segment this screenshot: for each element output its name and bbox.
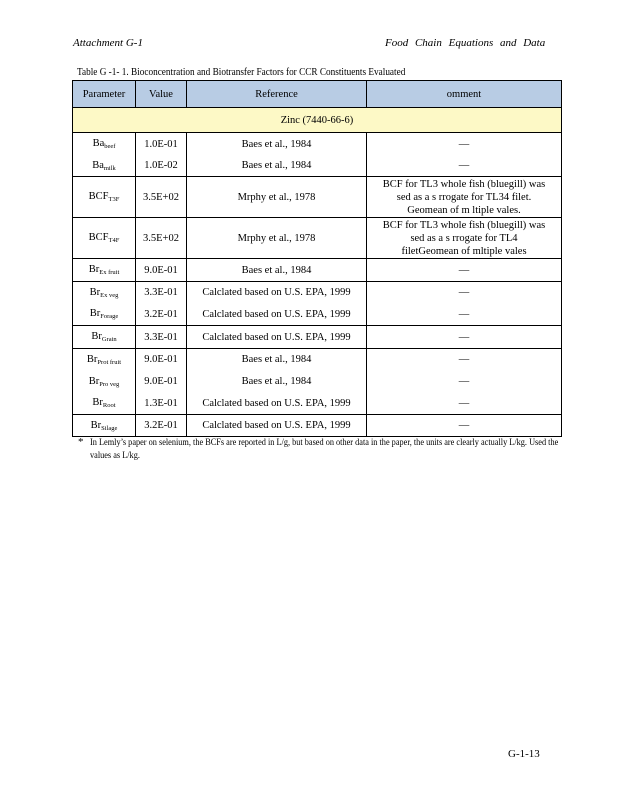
- footnote-marker: *: [78, 436, 84, 448]
- param-subscript: Root: [102, 402, 116, 410]
- col-header-value: Value: [136, 81, 187, 108]
- table-row: [73, 177, 562, 218]
- value-cell: 3.5E+02: [136, 218, 187, 259]
- comment-cell: —: [367, 259, 562, 282]
- reference-cell: Baes et al., 1984: [187, 133, 367, 156]
- comment-cell: —: [367, 304, 562, 326]
- value-cell: 1.0E-02: [136, 156, 187, 177]
- param-name: Br: [86, 353, 98, 365]
- param-cell: [73, 177, 136, 218]
- table-caption: Table G -1- 1. Bioconcentration and Biotransfer Factors for CCR Constituents Evaluated: [77, 67, 406, 78]
- table-row: [73, 349, 562, 371]
- param-subscript: T3F: [108, 196, 120, 203]
- param-cell: [73, 218, 136, 259]
- section-title: Zinc (7440-66-6): [73, 108, 562, 133]
- col-header-comment: omment: [367, 81, 562, 108]
- table-row: [73, 326, 562, 349]
- section-row: [73, 108, 562, 133]
- table-row: [73, 415, 562, 437]
- comment-cell: —: [367, 349, 562, 371]
- value-cell: 9.0E-01: [136, 259, 187, 282]
- param-name: Br: [89, 308, 101, 320]
- footnote: [78, 436, 558, 462]
- comment-cell: —: [367, 156, 562, 177]
- param-subscript: beef: [104, 143, 116, 151]
- bcf-table: [72, 80, 562, 437]
- param-subscript: milk: [103, 164, 116, 172]
- param-subscript: Grain: [101, 336, 117, 343]
- footnote-text: In Lemly’s paper on selenium, the BCFs are reported in L/g, but based on other data in the paper, the units are clearly actually L/kg. Used the values as L/kg.: [90, 437, 559, 460]
- comment-cell: [367, 218, 562, 259]
- param-name: Br: [90, 419, 102, 431]
- param-cell: [73, 326, 136, 349]
- comment-cell: —: [367, 371, 562, 393]
- reference-cell: Mrphy et al., 1978: [187, 218, 367, 259]
- param-cell: [73, 371, 136, 393]
- param-subscript: Ex fruit: [99, 269, 120, 276]
- reference-cell: Baes et al., 1984: [187, 156, 367, 177]
- comment-cell: —: [367, 393, 562, 415]
- reference-cell: Calclated based on U.S. EPA, 1999: [187, 304, 367, 326]
- param-name: BCF: [88, 191, 109, 202]
- param-subscript: T4F: [108, 237, 120, 244]
- table-row: [73, 304, 562, 326]
- param-cell: [73, 393, 136, 415]
- param-cell: [73, 156, 136, 177]
- comment-line: BCF for TL3 whole fish (bluegill) was: [382, 219, 546, 231]
- param-subscript: Prot fruit: [97, 358, 122, 366]
- param-cell: [73, 349, 136, 371]
- table-row: [73, 393, 562, 415]
- page-number: G-1-13: [508, 748, 540, 760]
- value-cell: 3.3E-01: [136, 326, 187, 349]
- comment-cell: —: [367, 133, 562, 156]
- param-name: Ba: [92, 159, 104, 171]
- param-cell: [73, 415, 136, 437]
- comment-line: filetGeomean of mltiple vales: [401, 245, 527, 257]
- table-row: [73, 218, 562, 259]
- table-row: [73, 371, 562, 393]
- reference-cell: Calclated based on U.S. EPA, 1999: [187, 415, 367, 437]
- value-cell: 3.5E+02: [136, 177, 187, 218]
- reference-cell: Mrphy et al., 1978: [187, 177, 367, 218]
- value-cell: 3.3E-01: [136, 282, 187, 304]
- header-left: Attachment G-1: [73, 37, 143, 49]
- table-row: [73, 259, 562, 282]
- param-cell: [73, 133, 136, 156]
- comment-cell: —: [367, 282, 562, 304]
- comment-line: sed as a s rrogate for TL4: [410, 232, 518, 244]
- comment-cell: —: [367, 326, 562, 349]
- col-header-reference: Reference: [187, 81, 367, 108]
- param-cell: [73, 259, 136, 282]
- reference-cell: Baes et al., 1984: [187, 371, 367, 393]
- param-name: Br: [88, 264, 100, 275]
- table-row: [73, 133, 562, 156]
- comment-cell: —: [367, 415, 562, 437]
- comment-line: sed as a s rrogate for TL34 filet.: [396, 191, 532, 203]
- value-cell: 3.2E-01: [136, 415, 187, 437]
- param-cell: [73, 304, 136, 326]
- param-subscript: Silage: [101, 424, 118, 432]
- comment-line: Geomean of m ltiple vales.: [407, 204, 521, 216]
- value-cell: 1.3E-01: [136, 393, 187, 415]
- param-name: Br: [91, 331, 102, 342]
- param-subscript: Forage: [100, 313, 119, 321]
- param-name: Ba: [92, 138, 105, 150]
- param-name: Br: [88, 375, 100, 387]
- reference-cell: Calclated based on U.S. EPA, 1999: [187, 393, 367, 415]
- value-cell: 1.0E-01: [136, 133, 187, 156]
- table-header-row: [73, 81, 562, 108]
- param-name: Br: [92, 397, 103, 409]
- value-cell: 9.0E-01: [136, 349, 187, 371]
- reference-cell: Baes et al., 1984: [187, 349, 367, 371]
- table-row: [73, 282, 562, 304]
- param-name: Br: [89, 286, 101, 298]
- header-right: Food Chain Equations and Data: [385, 37, 546, 49]
- param-name: BCF: [88, 232, 109, 243]
- param-subscript: Ex veg: [100, 291, 119, 299]
- param-cell: [73, 282, 136, 304]
- table-row: [73, 156, 562, 177]
- value-cell: 9.0E-01: [136, 371, 187, 393]
- comment-cell: [367, 177, 562, 218]
- reference-cell: Calclated based on U.S. EPA, 1999: [187, 282, 367, 304]
- param-subscript: Pro veg: [99, 380, 120, 388]
- reference-cell: Calclated based on U.S. EPA, 1999: [187, 326, 367, 349]
- value-cell: 3.2E-01: [136, 304, 187, 326]
- reference-cell: Baes et al., 1984: [187, 259, 367, 282]
- comment-line: BCF for TL3 whole fish (bluegill) was: [382, 178, 546, 190]
- col-header-parameter: Parameter: [73, 81, 136, 108]
